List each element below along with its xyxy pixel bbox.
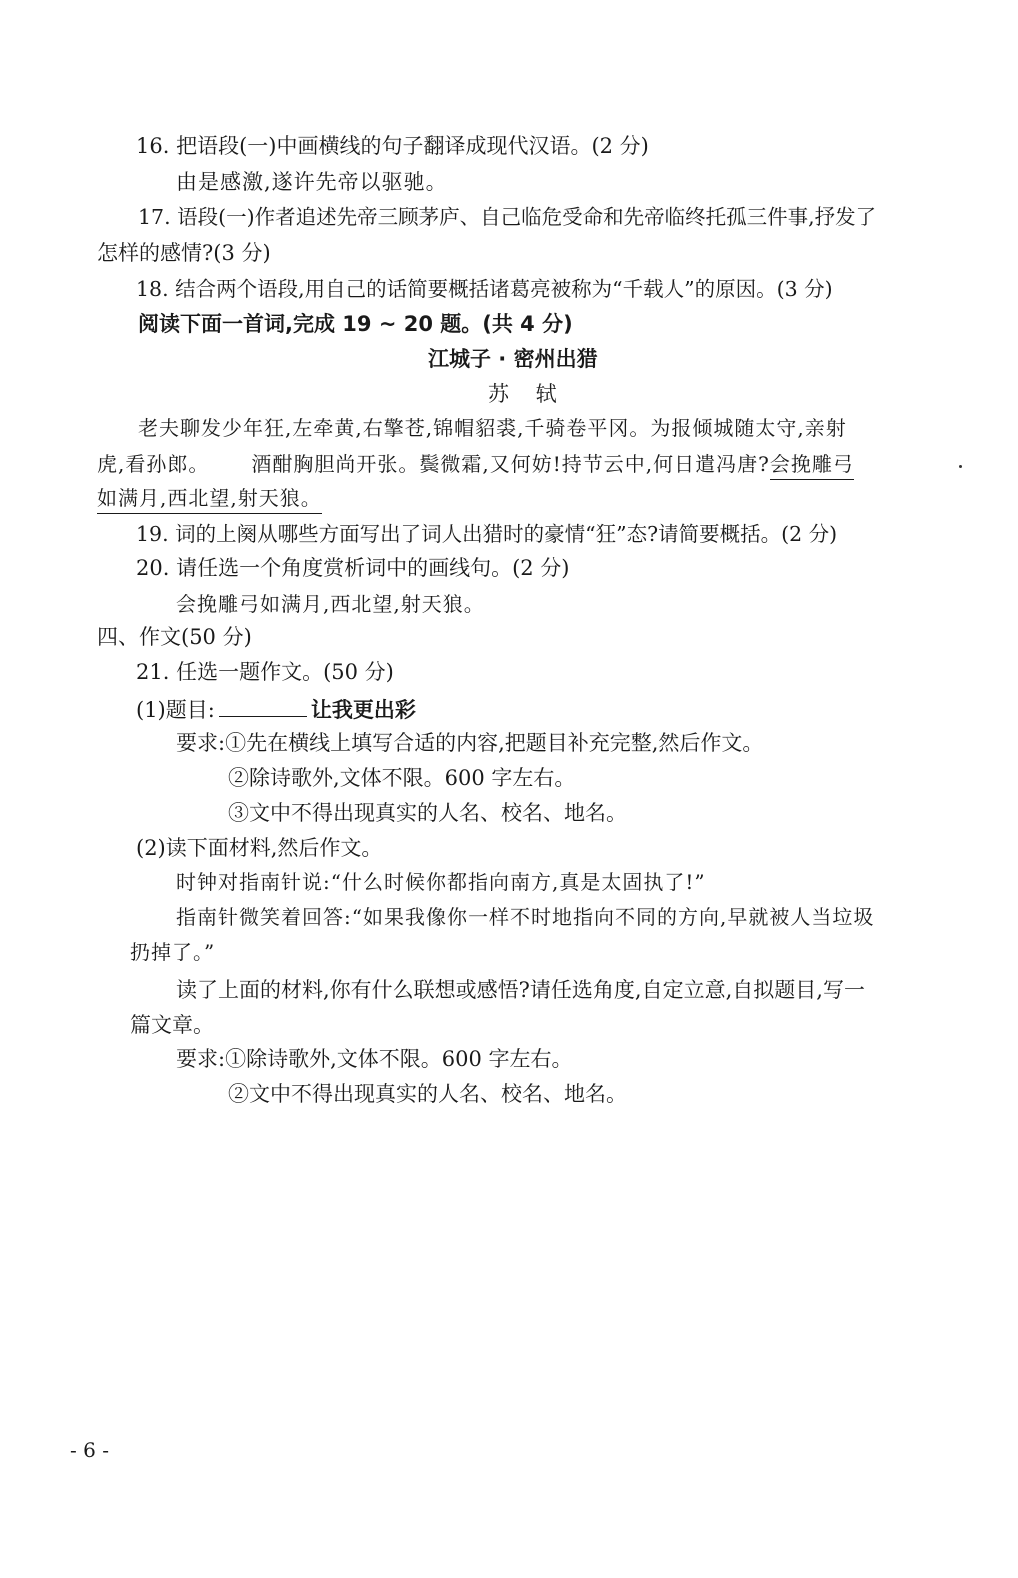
poem-underlined-end: 如满月,西北望,射天狼。 (97, 486, 322, 514)
question-20-quote: 会挽雕弓如满月,西北望,射天狼。 (176, 592, 485, 616)
material-line-2a: 指南针微笑着回答:“如果我像你一样不时地指向不同的方向,早就被人当垃圾 (176, 905, 875, 929)
question-17-line1: 17. 语段(一)作者追述先帝三顾茅庐、自己临危受命和先帝临终托孤三件事,抒发了 (138, 205, 877, 229)
poem-intro: 阅读下面一首词,完成 19 ~ 20 题。(共 4 分) (138, 312, 573, 336)
poem-underlined-start: 会挽雕弓 (770, 452, 854, 480)
question-19: 19. 词的上阕从哪些方面写出了词人出猎时的豪情“狂”态?请简要概括。(2 分) (136, 522, 838, 546)
page-number: - 6 - (70, 1438, 109, 1462)
option-1-title (136, 698, 416, 721)
option-2-intro: (2)读下面材料,然后作文。 (136, 836, 383, 860)
option-2-req-1: 要求:①除诗歌外,文体不限。600 字左右。 (176, 1047, 573, 1071)
question-16-quote: 由是感激,遂许先帝以驱驰。 (176, 170, 448, 194)
poem-line-1: 老夫聊发少年狂,左牵黄,右擎苍,锦帽貂裘,千骑卷平冈。为报倾城随太守,亲射 (138, 416, 847, 440)
option-1-req-1: 要求:①先在横线上填写合适的内容,把题目补充完整,然后作文。 (176, 731, 764, 755)
option-1-title-text: 让我更出彩 (310, 698, 416, 722)
option-1-req-3: ③文中不得出现真实的人名、校名、地名。 (228, 801, 627, 825)
poem-title: 江城子 · 密州出猎 (428, 347, 598, 371)
material-line-1: 时钟对指南针说:“什么时候你都指向南方,真是太固执了!” (176, 870, 706, 894)
material-line-2b: 扔掉了。” (130, 940, 216, 964)
question-18: 18. 结合两个语段,用自己的话简要概括诸葛亮被称为“千载人”的原因。(3 分) (136, 277, 833, 301)
option-1-prefix: (1)题目: (136, 698, 215, 722)
poem-line-2b: 酒酣胸胆尚开张。鬓微霜,又何妨!持节云中,何日遣冯唐? (251, 452, 770, 476)
prompt-line-b: 篇文章。 (130, 1013, 214, 1037)
question-21: 21. 任选一题作文。(50 分) (136, 660, 394, 684)
margin-dot (959, 465, 962, 468)
poem-line-3 (97, 488, 322, 508)
poem-line-2 (97, 454, 854, 474)
question-16: 16. 把语段(一)中画横线的句子翻译成现代汉语。(2 分) (136, 134, 649, 158)
question-17-line2: 怎样的感情?(3 分) (97, 241, 271, 265)
prompt-line-a: 读了上面的材料,你有什么联想或感悟?请任选角度,自定立意,自拟题目,写一 (176, 978, 865, 1002)
poem-author: 苏 轼 (488, 382, 567, 406)
section-4-heading: 四、作文(50 分) (97, 625, 252, 649)
title-blank (219, 698, 307, 717)
poem-line-2a: 虎,看孙郎。 (97, 452, 210, 476)
option-1-req-2: ②除诗歌外,文体不限。600 字左右。 (228, 766, 576, 790)
question-20: 20. 请任选一个角度赏析词中的画线句。(2 分) (136, 556, 570, 580)
option-2-req-2: ②文中不得出现真实的人名、校名、地名。 (228, 1082, 627, 1106)
